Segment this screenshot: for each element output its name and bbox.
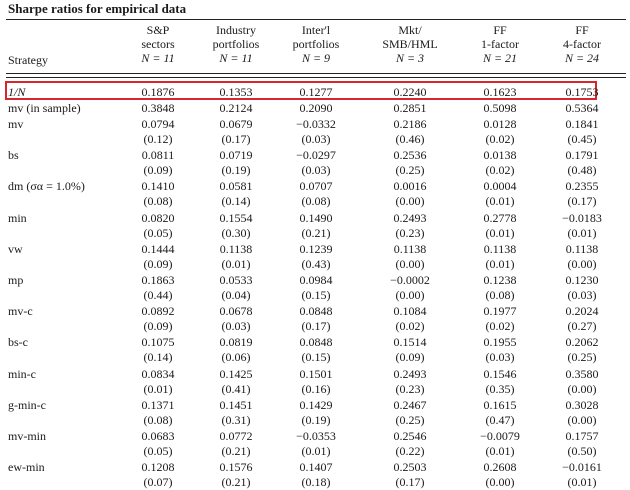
row-label: vw bbox=[8, 241, 23, 256]
row-label: min bbox=[8, 210, 27, 225]
value-cell: 0.0679 bbox=[219, 117, 253, 131]
se-cell: (0.06) bbox=[221, 350, 251, 365]
value-cell: 0.5098 bbox=[483, 101, 517, 115]
se-cell: (0.17) bbox=[395, 475, 425, 490]
table-row bbox=[0, 304, 630, 318]
se-cell: (0.03) bbox=[301, 132, 331, 146]
se-cell: (0.17) bbox=[301, 319, 331, 334]
value-cell: 0.0138 bbox=[483, 148, 517, 163]
table-row-se bbox=[0, 475, 630, 489]
value-cell: 0.3848 bbox=[141, 101, 175, 115]
value-cell: 0.0533 bbox=[219, 273, 253, 287]
se-cell: (0.00) bbox=[395, 256, 425, 271]
table-row bbox=[0, 429, 630, 443]
se-cell: (0.01) bbox=[485, 256, 515, 271]
se-cell: (0.01) bbox=[567, 225, 597, 240]
value-cell: 0.2536 bbox=[393, 148, 427, 163]
column-header-line: Inter'l bbox=[301, 23, 331, 37]
value-cell: 0.0819 bbox=[219, 335, 253, 350]
se-cell: (0.27) bbox=[567, 319, 597, 334]
se-cell: (0.14) bbox=[221, 194, 251, 209]
value-cell: −0.0079 bbox=[480, 429, 520, 443]
column-header-line: N = 9 bbox=[301, 51, 331, 65]
row-label: mv-min bbox=[8, 429, 46, 443]
row-label: mp bbox=[8, 273, 24, 287]
se-cell: (0.31) bbox=[221, 412, 251, 427]
se-cell: (0.21) bbox=[221, 444, 251, 458]
table-row-se bbox=[0, 226, 630, 240]
value-cell: 0.3580 bbox=[565, 366, 599, 381]
value-cell: 0.1615 bbox=[483, 397, 517, 412]
row-label: bs bbox=[8, 148, 19, 163]
value-cell: 0.0707 bbox=[299, 179, 333, 194]
column-header-line: sectors bbox=[141, 37, 175, 51]
value-cell: 0.0016 bbox=[393, 179, 427, 194]
table-row-se bbox=[0, 288, 630, 302]
top-rule bbox=[6, 19, 626, 20]
se-cell: (0.01) bbox=[485, 194, 515, 209]
se-cell: (0.00) bbox=[395, 194, 425, 209]
column-header-line: 4-factor bbox=[563, 37, 601, 51]
value-cell: −0.0161 bbox=[562, 460, 602, 475]
se-cell: (0.48) bbox=[567, 163, 597, 178]
se-cell: (0.46) bbox=[395, 132, 425, 146]
value-cell: 0.1623 bbox=[483, 85, 517, 99]
se-cell: (0.00) bbox=[485, 475, 515, 490]
table-row-se bbox=[0, 163, 630, 177]
table-row-se bbox=[0, 194, 630, 208]
value-cell: 0.2355 bbox=[565, 179, 599, 194]
value-cell: 0.1490 bbox=[299, 210, 333, 225]
value-cell: 0.1230 bbox=[565, 273, 599, 287]
column-header-line: portfolios bbox=[212, 37, 260, 51]
value-cell: 0.1277 bbox=[299, 85, 333, 99]
column-header-line: Mkt/ bbox=[398, 23, 422, 37]
se-cell: (0.19) bbox=[221, 163, 251, 178]
column-header bbox=[365, 23, 455, 65]
se-cell: (0.21) bbox=[301, 225, 331, 240]
row-label: mv-c bbox=[8, 304, 33, 319]
se-cell: (0.09) bbox=[143, 319, 173, 334]
se-cell: (0.50) bbox=[567, 444, 597, 458]
se-cell: (0.00) bbox=[567, 412, 597, 427]
table-title: Sharpe ratios for empirical data bbox=[8, 1, 187, 16]
table-row bbox=[0, 117, 630, 131]
value-cell: −0.0002 bbox=[390, 273, 430, 287]
value-cell: 0.1841 bbox=[565, 117, 599, 131]
column-header bbox=[537, 23, 627, 65]
value-cell: 0.1238 bbox=[483, 273, 517, 287]
value-cell: 0.1239 bbox=[299, 241, 333, 256]
value-cell: 0.1138 bbox=[483, 241, 517, 256]
se-cell: (0.03) bbox=[567, 288, 597, 302]
value-cell: 0.0772 bbox=[219, 429, 253, 443]
table-row bbox=[0, 85, 630, 99]
se-cell: (0.03) bbox=[221, 319, 251, 334]
se-cell: (0.23) bbox=[395, 225, 425, 240]
value-cell: 0.1791 bbox=[565, 148, 599, 163]
row-label: min-c bbox=[8, 366, 36, 381]
se-cell: (0.07) bbox=[143, 475, 173, 490]
value-cell: 0.2493 bbox=[393, 366, 427, 381]
se-cell: (0.08) bbox=[485, 288, 515, 302]
value-cell: 0.1501 bbox=[299, 366, 333, 381]
se-cell: (0.03) bbox=[301, 163, 331, 178]
column-header-line: N = 11 bbox=[219, 51, 253, 65]
value-cell: 0.0984 bbox=[299, 273, 333, 287]
column-header bbox=[271, 23, 361, 65]
column-header-line: N = 24 bbox=[564, 51, 600, 65]
strategy-header: Strategy bbox=[8, 53, 48, 67]
value-cell: 0.1425 bbox=[219, 366, 253, 381]
value-cell: 0.1977 bbox=[483, 304, 517, 319]
value-cell: 0.0794 bbox=[141, 117, 175, 131]
se-cell: (0.02) bbox=[485, 163, 515, 178]
se-cell: (0.01) bbox=[567, 475, 597, 490]
value-cell: 0.1353 bbox=[219, 85, 253, 99]
row-label: 1/N bbox=[8, 85, 26, 99]
table-row-se bbox=[0, 444, 630, 458]
value-cell: 0.0848 bbox=[299, 335, 333, 350]
column-header-line: N = 21 bbox=[482, 51, 518, 65]
value-cell: 0.0719 bbox=[219, 148, 253, 163]
value-cell: 0.0848 bbox=[299, 304, 333, 319]
value-cell: 0.0683 bbox=[141, 429, 175, 443]
row-label: mv bbox=[8, 117, 24, 131]
value-cell: 0.1514 bbox=[393, 335, 427, 350]
se-cell: (0.02) bbox=[485, 132, 515, 146]
se-cell: (0.25) bbox=[395, 412, 425, 427]
value-cell: 0.1138 bbox=[219, 241, 253, 256]
value-cell: 0.1863 bbox=[141, 273, 175, 287]
table-row bbox=[0, 211, 630, 225]
se-cell: (0.15) bbox=[301, 288, 331, 302]
column-header-line: 1-factor bbox=[481, 37, 519, 51]
table-row-se bbox=[0, 350, 630, 364]
table-row-se bbox=[0, 413, 630, 427]
value-cell: 0.2124 bbox=[219, 101, 253, 115]
column-header bbox=[455, 23, 545, 65]
table-row bbox=[0, 179, 630, 193]
se-cell: (0.09) bbox=[143, 256, 173, 271]
table-row bbox=[0, 148, 630, 162]
se-cell: (0.01) bbox=[485, 225, 515, 240]
value-cell: 0.1554 bbox=[219, 210, 253, 225]
table-row-se bbox=[0, 132, 630, 146]
value-cell: 0.1410 bbox=[141, 179, 175, 194]
se-cell: (0.41) bbox=[221, 381, 251, 396]
value-cell: 0.0581 bbox=[219, 179, 253, 194]
table-row bbox=[0, 460, 630, 474]
table-row bbox=[0, 398, 630, 412]
se-cell: (0.44) bbox=[143, 288, 173, 302]
se-cell: (0.00) bbox=[395, 288, 425, 302]
column-header bbox=[191, 23, 281, 65]
value-cell: 0.0834 bbox=[141, 366, 175, 381]
value-cell: 0.2503 bbox=[393, 460, 427, 475]
value-cell: 0.3028 bbox=[565, 397, 599, 412]
value-cell: 0.2546 bbox=[393, 429, 427, 443]
table-row-se bbox=[0, 382, 630, 396]
se-cell: (0.02) bbox=[395, 319, 425, 334]
table-row bbox=[0, 242, 630, 256]
column-header-line: S&P bbox=[146, 23, 170, 37]
value-cell: 0.5364 bbox=[565, 101, 599, 115]
column-header-line: portfolios bbox=[292, 37, 340, 51]
value-cell: 0.0811 bbox=[141, 148, 175, 163]
se-cell: (0.00) bbox=[567, 381, 597, 396]
value-cell: 0.1138 bbox=[393, 241, 427, 256]
row-label: dm (σα = 1.0%) bbox=[8, 179, 85, 194]
se-cell: (0.23) bbox=[395, 381, 425, 396]
value-cell: −0.0353 bbox=[296, 429, 336, 443]
column-header-line: N = 11 bbox=[141, 51, 175, 65]
se-cell: (0.14) bbox=[143, 350, 173, 365]
se-cell: (0.04) bbox=[221, 288, 251, 302]
table-row-se bbox=[0, 257, 630, 271]
se-cell: (0.25) bbox=[567, 350, 597, 365]
column-header-line: SMB/HML bbox=[382, 37, 438, 51]
se-cell: (0.01) bbox=[301, 444, 331, 458]
value-cell: 0.1955 bbox=[483, 335, 517, 350]
se-cell: (0.05) bbox=[143, 444, 173, 458]
value-cell: 0.1208 bbox=[141, 460, 175, 475]
column-header-line: N = 3 bbox=[395, 51, 425, 65]
value-cell: 0.0820 bbox=[141, 210, 175, 225]
se-cell: (0.08) bbox=[143, 194, 173, 209]
se-cell: (0.22) bbox=[395, 444, 425, 458]
se-cell: (0.43) bbox=[301, 256, 331, 271]
table-row bbox=[0, 335, 630, 349]
value-cell: 0.1407 bbox=[299, 460, 333, 475]
se-cell: (0.02) bbox=[485, 319, 515, 334]
row-label: ew-min bbox=[8, 460, 45, 475]
column-header-line: Industry bbox=[216, 23, 256, 37]
value-cell: 0.2062 bbox=[565, 335, 599, 350]
value-cell: 0.1576 bbox=[219, 460, 253, 475]
value-cell: 0.2186 bbox=[393, 117, 427, 131]
value-cell: 0.2851 bbox=[393, 101, 427, 115]
value-cell: 0.1075 bbox=[141, 335, 175, 350]
value-cell: 0.0128 bbox=[483, 117, 517, 131]
value-cell: 0.2024 bbox=[565, 304, 599, 319]
value-cell: 0.1429 bbox=[299, 397, 333, 412]
row-label: g-min-c bbox=[8, 397, 46, 412]
se-cell: (0.30) bbox=[221, 225, 251, 240]
value-cell: 0.2493 bbox=[393, 210, 427, 225]
se-cell: (0.19) bbox=[301, 412, 331, 427]
se-cell: (0.01) bbox=[221, 256, 251, 271]
value-cell: 0.1757 bbox=[565, 429, 599, 443]
value-cell: 0.1084 bbox=[393, 304, 427, 319]
se-cell: (0.09) bbox=[395, 350, 425, 365]
column-header-line: FF bbox=[575, 23, 589, 37]
se-cell: (0.17) bbox=[567, 194, 597, 209]
se-cell: (0.00) bbox=[567, 256, 597, 271]
value-cell: 0.1546 bbox=[483, 366, 517, 381]
value-cell: 0.2608 bbox=[483, 460, 517, 475]
value-cell: 0.1753 bbox=[565, 85, 599, 99]
se-cell: (0.35) bbox=[485, 381, 515, 396]
value-cell: 0.0004 bbox=[483, 179, 517, 194]
value-cell: 0.1451 bbox=[219, 397, 253, 412]
row-label: bs-c bbox=[8, 335, 28, 350]
se-cell: (0.47) bbox=[485, 412, 515, 427]
se-cell: (0.08) bbox=[301, 194, 331, 209]
header-rule-upper bbox=[6, 73, 626, 74]
value-cell: −0.0183 bbox=[562, 210, 602, 225]
se-cell: (0.03) bbox=[485, 350, 515, 365]
table-row bbox=[0, 273, 630, 287]
value-cell: 0.1444 bbox=[141, 241, 175, 256]
se-cell: (0.15) bbox=[301, 350, 331, 365]
se-cell: (0.45) bbox=[567, 132, 597, 146]
value-cell: 0.2467 bbox=[393, 397, 427, 412]
table-row-se bbox=[0, 319, 630, 333]
se-cell: (0.05) bbox=[143, 225, 173, 240]
se-cell: (0.09) bbox=[143, 163, 173, 178]
se-cell: (0.01) bbox=[485, 444, 515, 458]
value-cell: 0.2240 bbox=[393, 85, 427, 99]
value-cell: 0.2778 bbox=[483, 210, 517, 225]
se-cell: (0.16) bbox=[301, 381, 331, 396]
se-cell: (0.08) bbox=[143, 412, 173, 427]
se-cell: (0.25) bbox=[395, 163, 425, 178]
value-cell: −0.0332 bbox=[296, 117, 336, 131]
se-cell: (0.17) bbox=[221, 132, 251, 146]
value-cell: 0.0892 bbox=[141, 304, 175, 319]
se-cell: (0.01) bbox=[143, 381, 173, 396]
value-cell: −0.0297 bbox=[296, 148, 336, 163]
se-cell: (0.21) bbox=[221, 475, 251, 490]
value-cell: 0.1876 bbox=[141, 85, 175, 99]
table-row bbox=[0, 101, 630, 115]
value-cell: 0.2090 bbox=[299, 101, 333, 115]
row-label: mv (in sample) bbox=[8, 101, 81, 115]
column-header bbox=[113, 23, 203, 65]
value-cell: 0.1138 bbox=[565, 241, 599, 256]
column-header-line: FF bbox=[493, 23, 507, 37]
header-rule-lower bbox=[6, 77, 626, 78]
value-cell: 0.1371 bbox=[141, 397, 175, 412]
table-row bbox=[0, 367, 630, 381]
se-cell: (0.18) bbox=[301, 475, 331, 490]
se-cell: (0.12) bbox=[143, 132, 173, 146]
value-cell: 0.0678 bbox=[219, 304, 253, 319]
